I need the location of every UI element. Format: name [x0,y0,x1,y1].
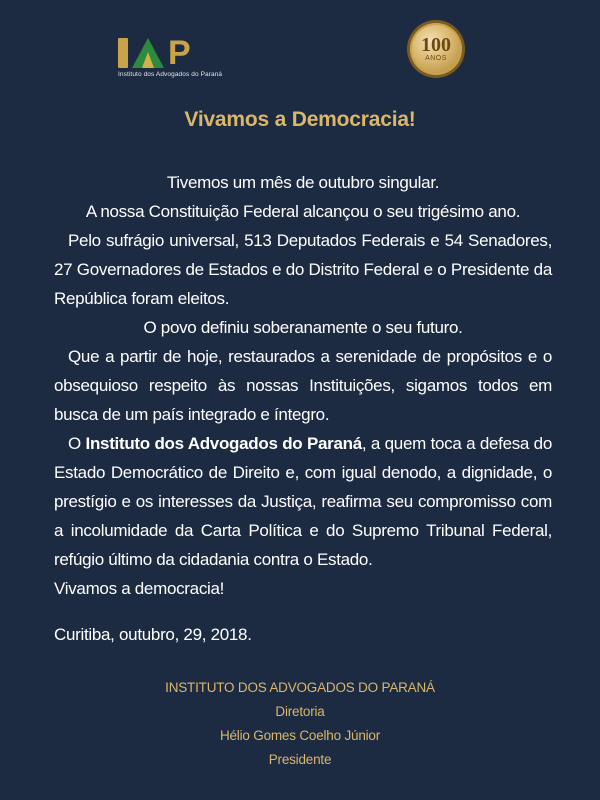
para3-prefix: O [68,434,86,453]
institute-name: Instituto dos Advogados do Paraná [85,434,362,453]
body-paragraph-2: Que a partir de hoje, restaurados a serenidade de propósitos e o obsequioso respeito às nossas Instituições, sigamos todos em busca de um país integrado e íntegro. [54,347,552,424]
signature-role: Presidente [268,752,332,767]
page-title: Vivamos a Democracia! [184,108,416,131]
iap-logo-mark [118,30,228,72]
iap-logo [118,30,228,82]
signature-block [0,676,600,772]
signature-name: Hélio Gomes Coelho Júnior [219,728,381,743]
logo-letter-p: P [168,34,191,72]
body-line-2: A nossa Constituição Federal alcançou o seu trigésimo ano. [85,202,521,221]
logo-caption: Instituto dos Advogados do Paraná [118,71,223,78]
seal-label: ANOS [425,55,447,62]
body-paragraph-3 [54,429,552,574]
logo-letter-i [118,38,128,68]
body-line-1: Tivemos um mês de outubro singular. [166,173,440,192]
signature-body: Diretoria [275,704,325,719]
header [0,0,600,100]
centenary-seal-icon [410,23,462,75]
date-line: Curitiba, outubro, 29, 2018. [54,625,252,644]
letter-body [54,168,552,603]
seal-number: 100 [421,34,451,56]
closing-line: Vivamos a democracia! [54,579,225,598]
logo-letter-a [132,38,164,68]
para3-rest: , a quem toca a defesa do Estado Democrático de Direito e, com igual denodo, a dignidade, o prestígio e os interesses da Justiça, reafirma seu compromisso com a incolumidade da Carta Política e do Supremo Tribunal Federal, refúgio último da cidadania contra o Estado. [54,434,552,569]
body-line-3: O povo definiu soberanamente o seu futuro. [143,318,463,337]
body-paragraph-1: Pelo sufrágio universal, 513 Deputados Federais e 54 Senadores, 27 Governadores de Estados e do Distrito Federal e o Presidente da República foram eleitos. [54,231,552,308]
signature-org: INSTITUTO DOS ADVOGADOS DO PARANÁ [165,680,435,695]
